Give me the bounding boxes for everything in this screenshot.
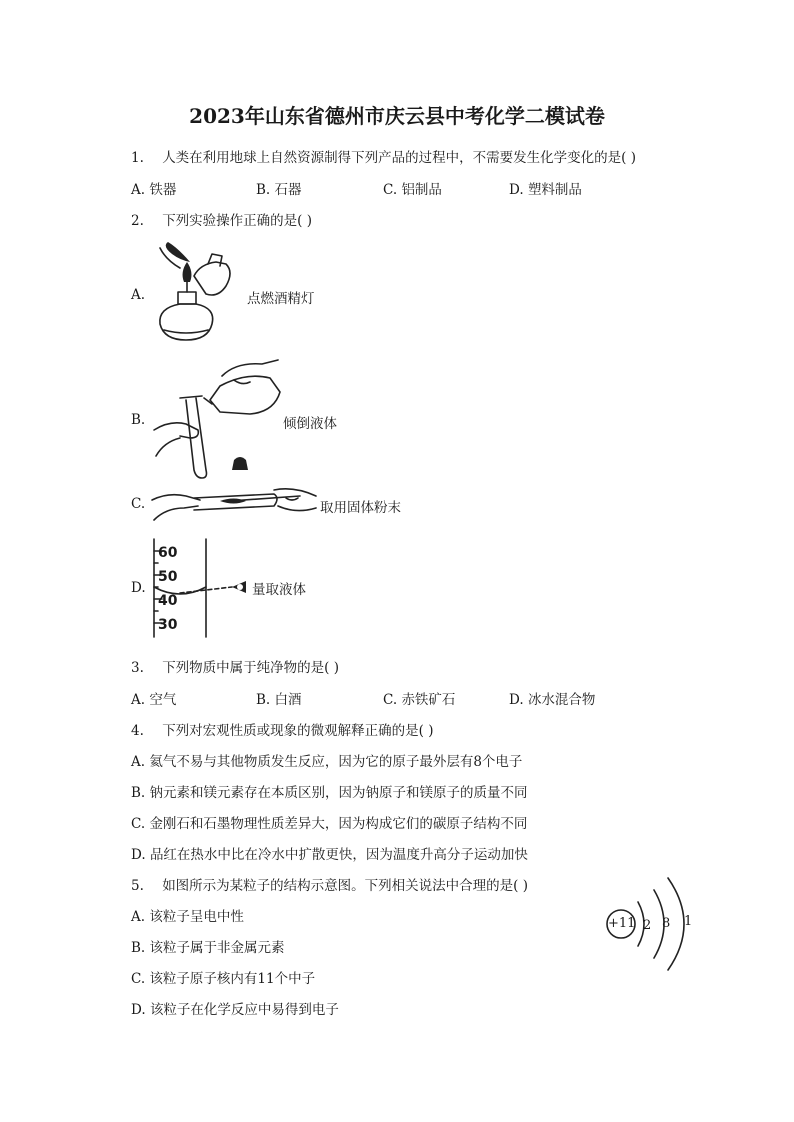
q4-option-b[interactable] (131, 781, 528, 801)
q2-option-b-key[interactable]: B. (131, 412, 146, 428)
q1-option-b[interactable] (256, 178, 302, 198)
scale-label: 50 (158, 569, 178, 585)
question-2 (131, 209, 312, 229)
option-key: C. (383, 692, 398, 708)
scale-label: 60 (158, 545, 178, 561)
q2-option-c-key[interactable]: C. (131, 496, 146, 512)
pouring-liquid-icon (150, 358, 285, 483)
option-text: 铁器 (149, 182, 177, 198)
option-text: 该粒子呈电中性 (149, 909, 244, 925)
question-3 (131, 656, 339, 676)
question-number: 1. (131, 150, 144, 166)
question-text: 下列物质中属于纯净物的是( ) (162, 660, 340, 676)
option-key: A. (131, 909, 146, 925)
alcohol-lamp-lighting-icon (150, 242, 245, 347)
option-key: A. (131, 182, 146, 198)
option-key: B. (256, 692, 271, 708)
shell-electron-count: 2 (643, 918, 652, 933)
option-text: 石器 (274, 182, 302, 198)
q2-option-d-key[interactable]: D. (131, 580, 146, 596)
question-text: 如图所示为某粒子的结构示意图。下列相关说法中合理的是( ) (162, 878, 529, 894)
shell-electron-count: 1 (684, 914, 693, 929)
option-text: 铝制品 (401, 182, 442, 198)
q1-option-a[interactable] (131, 178, 176, 198)
question-text: 人类在利用地球上自然资源制得下列产品的过程中，不需要发生化学变化的是( ) (162, 150, 637, 166)
scale-label: 40 (158, 593, 178, 609)
option-key: D. (509, 182, 524, 198)
question-4 (131, 719, 434, 739)
q2-option-a-key[interactable]: A. (131, 287, 146, 303)
option-key: B. (256, 182, 271, 198)
option-key: C. (131, 816, 146, 832)
question-number: 4. (131, 723, 144, 739)
q2-option-a-caption: 点燃酒精灯 (247, 291, 315, 307)
option-text: 该粒子属于非金属元素 (149, 940, 285, 956)
option-key: D. (131, 847, 146, 863)
atom-structure-diagram (604, 872, 704, 976)
q3-option-d[interactable] (509, 688, 595, 708)
question-number: 2. (131, 213, 144, 229)
q2-option-c-caption: 取用固体粉末 (320, 500, 401, 516)
option-key: C. (131, 971, 146, 987)
q2-option-d-caption: 量取液体 (252, 582, 306, 598)
q4-option-c[interactable] (131, 812, 527, 832)
option-key: B. (131, 785, 146, 801)
q5-option-c[interactable] (131, 967, 315, 987)
option-text: 空气 (149, 692, 177, 708)
q4-option-a[interactable] (131, 750, 522, 770)
q3-option-b[interactable] (256, 688, 302, 708)
scale-label: 30 (158, 617, 178, 633)
question-text: 下列对宏观性质或现象的微观解释正确的是( ) (162, 723, 434, 739)
nucleus-charge: +11 (608, 916, 636, 931)
question-1 (131, 146, 636, 166)
option-key: A. (131, 692, 146, 708)
q3-option-c[interactable] (383, 688, 455, 708)
option-key: A. (131, 754, 146, 770)
option-text: 金刚石和石墨物理性质差异大，因为构成它们的碳原子结构不同 (149, 816, 528, 832)
question-text: 下列实验操作正确的是( ) (162, 213, 313, 229)
q5-option-b[interactable] (131, 936, 285, 956)
option-key: D. (131, 1002, 146, 1018)
q4-option-d[interactable] (131, 843, 528, 863)
q5-option-d[interactable] (131, 998, 339, 1018)
question-number: 5. (131, 878, 144, 894)
cylinder-scale (158, 541, 177, 637)
question-5 (131, 874, 528, 894)
option-key: D. (509, 692, 524, 708)
q2-option-b-caption: 倾倒液体 (283, 416, 337, 432)
shell-electron-count: 8 (662, 916, 671, 931)
option-text: 白酒 (274, 692, 302, 708)
option-text: 该粒子在化学反应中易得到电子 (149, 1002, 339, 1018)
electron-shell-3 (668, 878, 684, 970)
page-title: 2023年山东省德州市庆云县中考化学二模试卷 (189, 104, 605, 128)
q3-option-a[interactable] (131, 688, 176, 708)
option-text: 塑料制品 (527, 182, 582, 198)
option-key: B. (131, 940, 146, 956)
q5-option-a[interactable] (131, 905, 244, 925)
q1-option-c[interactable] (383, 178, 442, 198)
option-text: 该粒子原子核内有11个中子 (149, 971, 316, 987)
option-key: C. (383, 182, 398, 198)
taking-solid-powder-icon (150, 484, 320, 526)
option-text: 赤铁矿石 (401, 692, 456, 708)
option-text: 钠元素和镁元素存在本质区别，因为钠原子和镁原子的质量不同 (149, 785, 528, 801)
option-text: 品红在热水中比在冷水中扩散更快，因为温度升高分子运动加快 (149, 847, 528, 863)
question-number: 3. (131, 660, 144, 676)
option-text: 冰水混合物 (527, 692, 596, 708)
option-text: 氦气不易与其他物质发生反应，因为它的原子最外层有8个电子 (149, 754, 523, 770)
q1-option-d[interactable] (509, 178, 582, 198)
